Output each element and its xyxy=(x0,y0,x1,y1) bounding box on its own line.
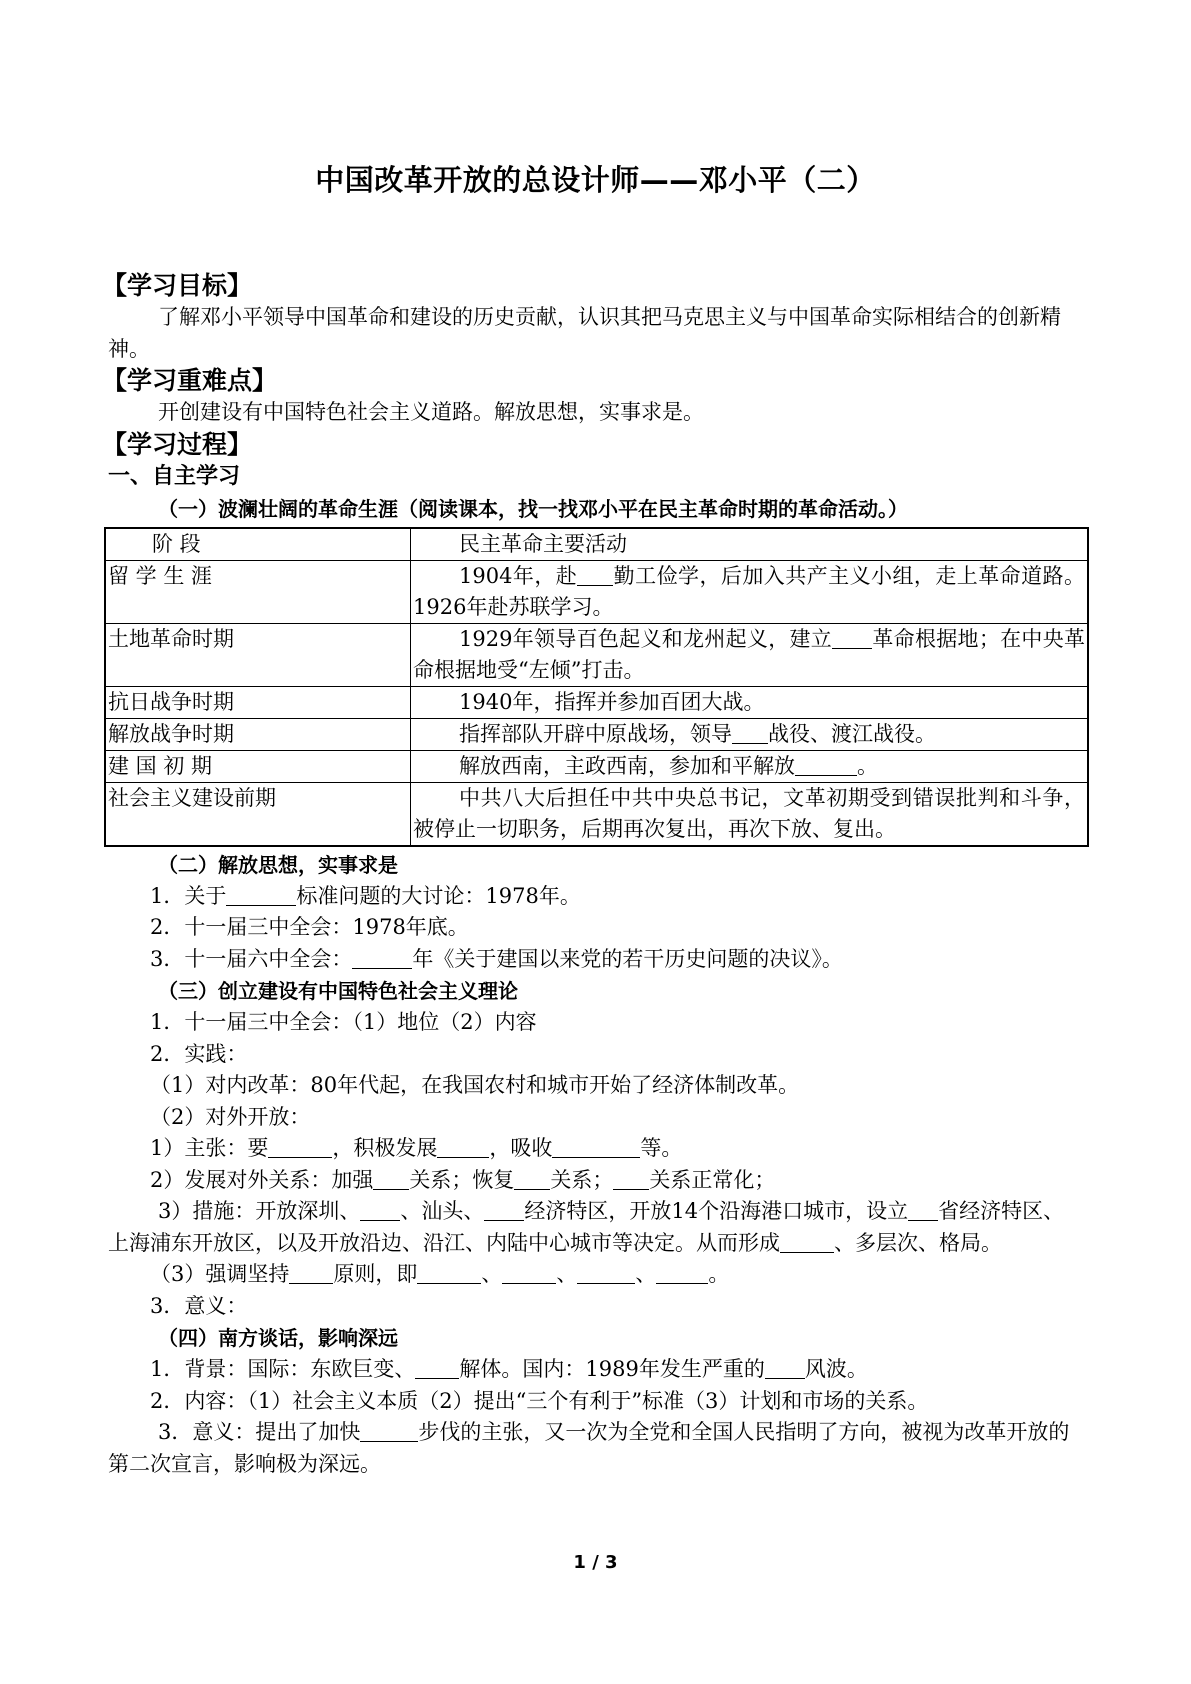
stages-table xyxy=(104,527,1089,847)
list-item: 3）措施：开放深圳、 、汕头、 经济特区，开放14个沿海港口城市，设立 省经济特区、上海浦东开放区，以及开放沿边、沿江、内陆中心城市等决定。从而形成 、多层次、格局。 xyxy=(108,1199,1065,1255)
process-heading: 【学习过程】 xyxy=(102,429,253,459)
list-item: 1．背景：国际：东欧巨变、 解体。国内：1989年发生严重的 风波。 xyxy=(150,1357,868,1381)
page-number: 1 / 3 xyxy=(573,1552,618,1573)
stage-cell: 留 学 生 涯 xyxy=(105,560,411,623)
list-item: 2．十一届三中全会：1978年底。 xyxy=(150,915,469,939)
fill-blank[interactable] xyxy=(613,1167,649,1190)
table-row xyxy=(105,782,1088,846)
activity-cell: 1904年，赴 勤工俭学，后加入共产主义小组，走上革命道路。1926年赴苏联学习。 xyxy=(411,560,1089,623)
table-row xyxy=(105,718,1088,750)
fill-blank[interactable] xyxy=(373,1167,409,1190)
fill-blank[interactable] xyxy=(417,1261,481,1284)
fill-blank[interactable] xyxy=(437,1135,489,1158)
fill-blank[interactable] xyxy=(780,1230,834,1253)
fill-blank[interactable] xyxy=(732,721,768,744)
header-activity: 民主革命主要活动 xyxy=(411,528,1089,561)
fill-blank[interactable] xyxy=(484,1198,524,1221)
activity-cell: 中共八大后担任中共中央总书记，文革初期受到错误批判和斗争，被停止一切职务，后期再次复出，再次下放、复出。 xyxy=(411,782,1089,846)
key-points-heading: 【学习重难点】 xyxy=(102,366,278,395)
list-item: 1）主张：要 ，积极发展 ，吸收 等。 xyxy=(150,1136,683,1160)
fill-blank[interactable] xyxy=(268,1135,332,1158)
fill-blank[interactable] xyxy=(360,1419,418,1442)
activity-cell: 1940年，指挥并参加百团大战。 xyxy=(411,686,1089,718)
fill-blank[interactable] xyxy=(360,1198,400,1221)
list-item: 3．意义： xyxy=(150,1293,248,1318)
fill-blank[interactable] xyxy=(832,626,872,649)
activity-cell: 1929年领导百色起义和龙州起义，建立 革命根据地；在中央革命根据地受“左倾”打击。 xyxy=(411,623,1089,686)
table-row xyxy=(105,750,1088,782)
fill-blank[interactable] xyxy=(765,1356,805,1379)
part2-heading: （二）解放思想，实事求是 xyxy=(158,852,398,877)
fill-blank[interactable] xyxy=(415,1356,459,1379)
table-row xyxy=(105,560,1088,623)
stage-cell: 抗日战争时期 xyxy=(105,686,411,718)
fill-blank[interactable] xyxy=(577,1261,635,1284)
fill-blank[interactable] xyxy=(352,946,412,969)
list-item: 3．意义：提出了加快 步伐的主张，又一次为全党和全国人民指明了方向，被视为改革开放的第二次宣言，影响极为深远。 xyxy=(108,1420,1070,1476)
stage-cell: 社会主义建设前期 xyxy=(105,782,411,846)
part1-heading: （一）波澜壮阔的革命生涯（阅读课本，找一找邓小平在民主革命时期的革命活动。） xyxy=(158,496,908,521)
activity-cell: 解放西南，主政西南，参加和平解放 。 xyxy=(411,750,1089,782)
fill-blank[interactable] xyxy=(289,1261,333,1284)
list-item: 3．十一届六中全会： 年《关于建国以来党的若干历史问题的决议》。 xyxy=(150,946,843,971)
table-row xyxy=(105,686,1088,718)
fill-blank[interactable] xyxy=(552,1135,640,1158)
list-item: 2．实践： xyxy=(150,1041,248,1066)
part3-heading: （三）创立建设有中国特色社会主义理论 xyxy=(158,979,518,1003)
fill-blank[interactable] xyxy=(656,1261,708,1284)
list-item: （3）强调坚持 原则，即 、 、 、 。 xyxy=(150,1262,730,1286)
fill-blank[interactable] xyxy=(795,753,857,776)
list-item: （2）对外开放： xyxy=(150,1104,311,1129)
list-item: 2．内容：（1）社会主义本质（2）提出“三个有利于”标准（3）计划和市场的关系。 xyxy=(150,1388,929,1413)
part4-heading: （四）南方谈话，影响深远 xyxy=(158,1326,398,1350)
fill-blank[interactable] xyxy=(577,563,613,586)
list-item: （1）对内改革：80年代起，在我国农村和城市开始了经济体制改革。 xyxy=(150,1073,800,1097)
activity-cell: 指挥部队开辟中原战场，领导 战役、渡江战役。 xyxy=(411,718,1089,750)
table-header-row xyxy=(105,528,1088,561)
fill-blank[interactable] xyxy=(502,1261,556,1284)
list-item: 1．关于 标准问题的大讨论：1978年。 xyxy=(150,883,581,908)
document-title: 中国改革开放的总设计师——邓小平（二） xyxy=(315,163,876,197)
self-study-heading: 一、自主学习 xyxy=(108,463,241,489)
goals-text: 了解邓小平领导中国革命和建设的历史贡献，认识其把马克思主义与中国革命实际相结合的创新精神。 xyxy=(108,305,1061,361)
list-item: 1．十一届三中全会：（1）地位（2）内容 xyxy=(150,1010,537,1034)
list-item: 2）发展对外关系：加强 关系；恢复 关系； 关系正常化； xyxy=(150,1167,776,1192)
header-stage: 阶 段 xyxy=(105,528,411,561)
fill-blank[interactable] xyxy=(226,883,296,906)
fill-blank[interactable] xyxy=(514,1167,550,1190)
stage-cell: 土地革命时期 xyxy=(105,623,411,686)
goals-heading: 【学习目标】 xyxy=(102,271,253,300)
stage-cell: 建 国 初 期 xyxy=(105,750,411,782)
table-row xyxy=(105,623,1088,686)
stage-cell: 解放战争时期 xyxy=(105,718,411,750)
key-points-text: 开创建设有中国特色社会主义道路。解放思想，实事求是。 xyxy=(158,400,704,424)
fill-blank[interactable] xyxy=(908,1198,938,1221)
document-body xyxy=(102,270,1086,1480)
